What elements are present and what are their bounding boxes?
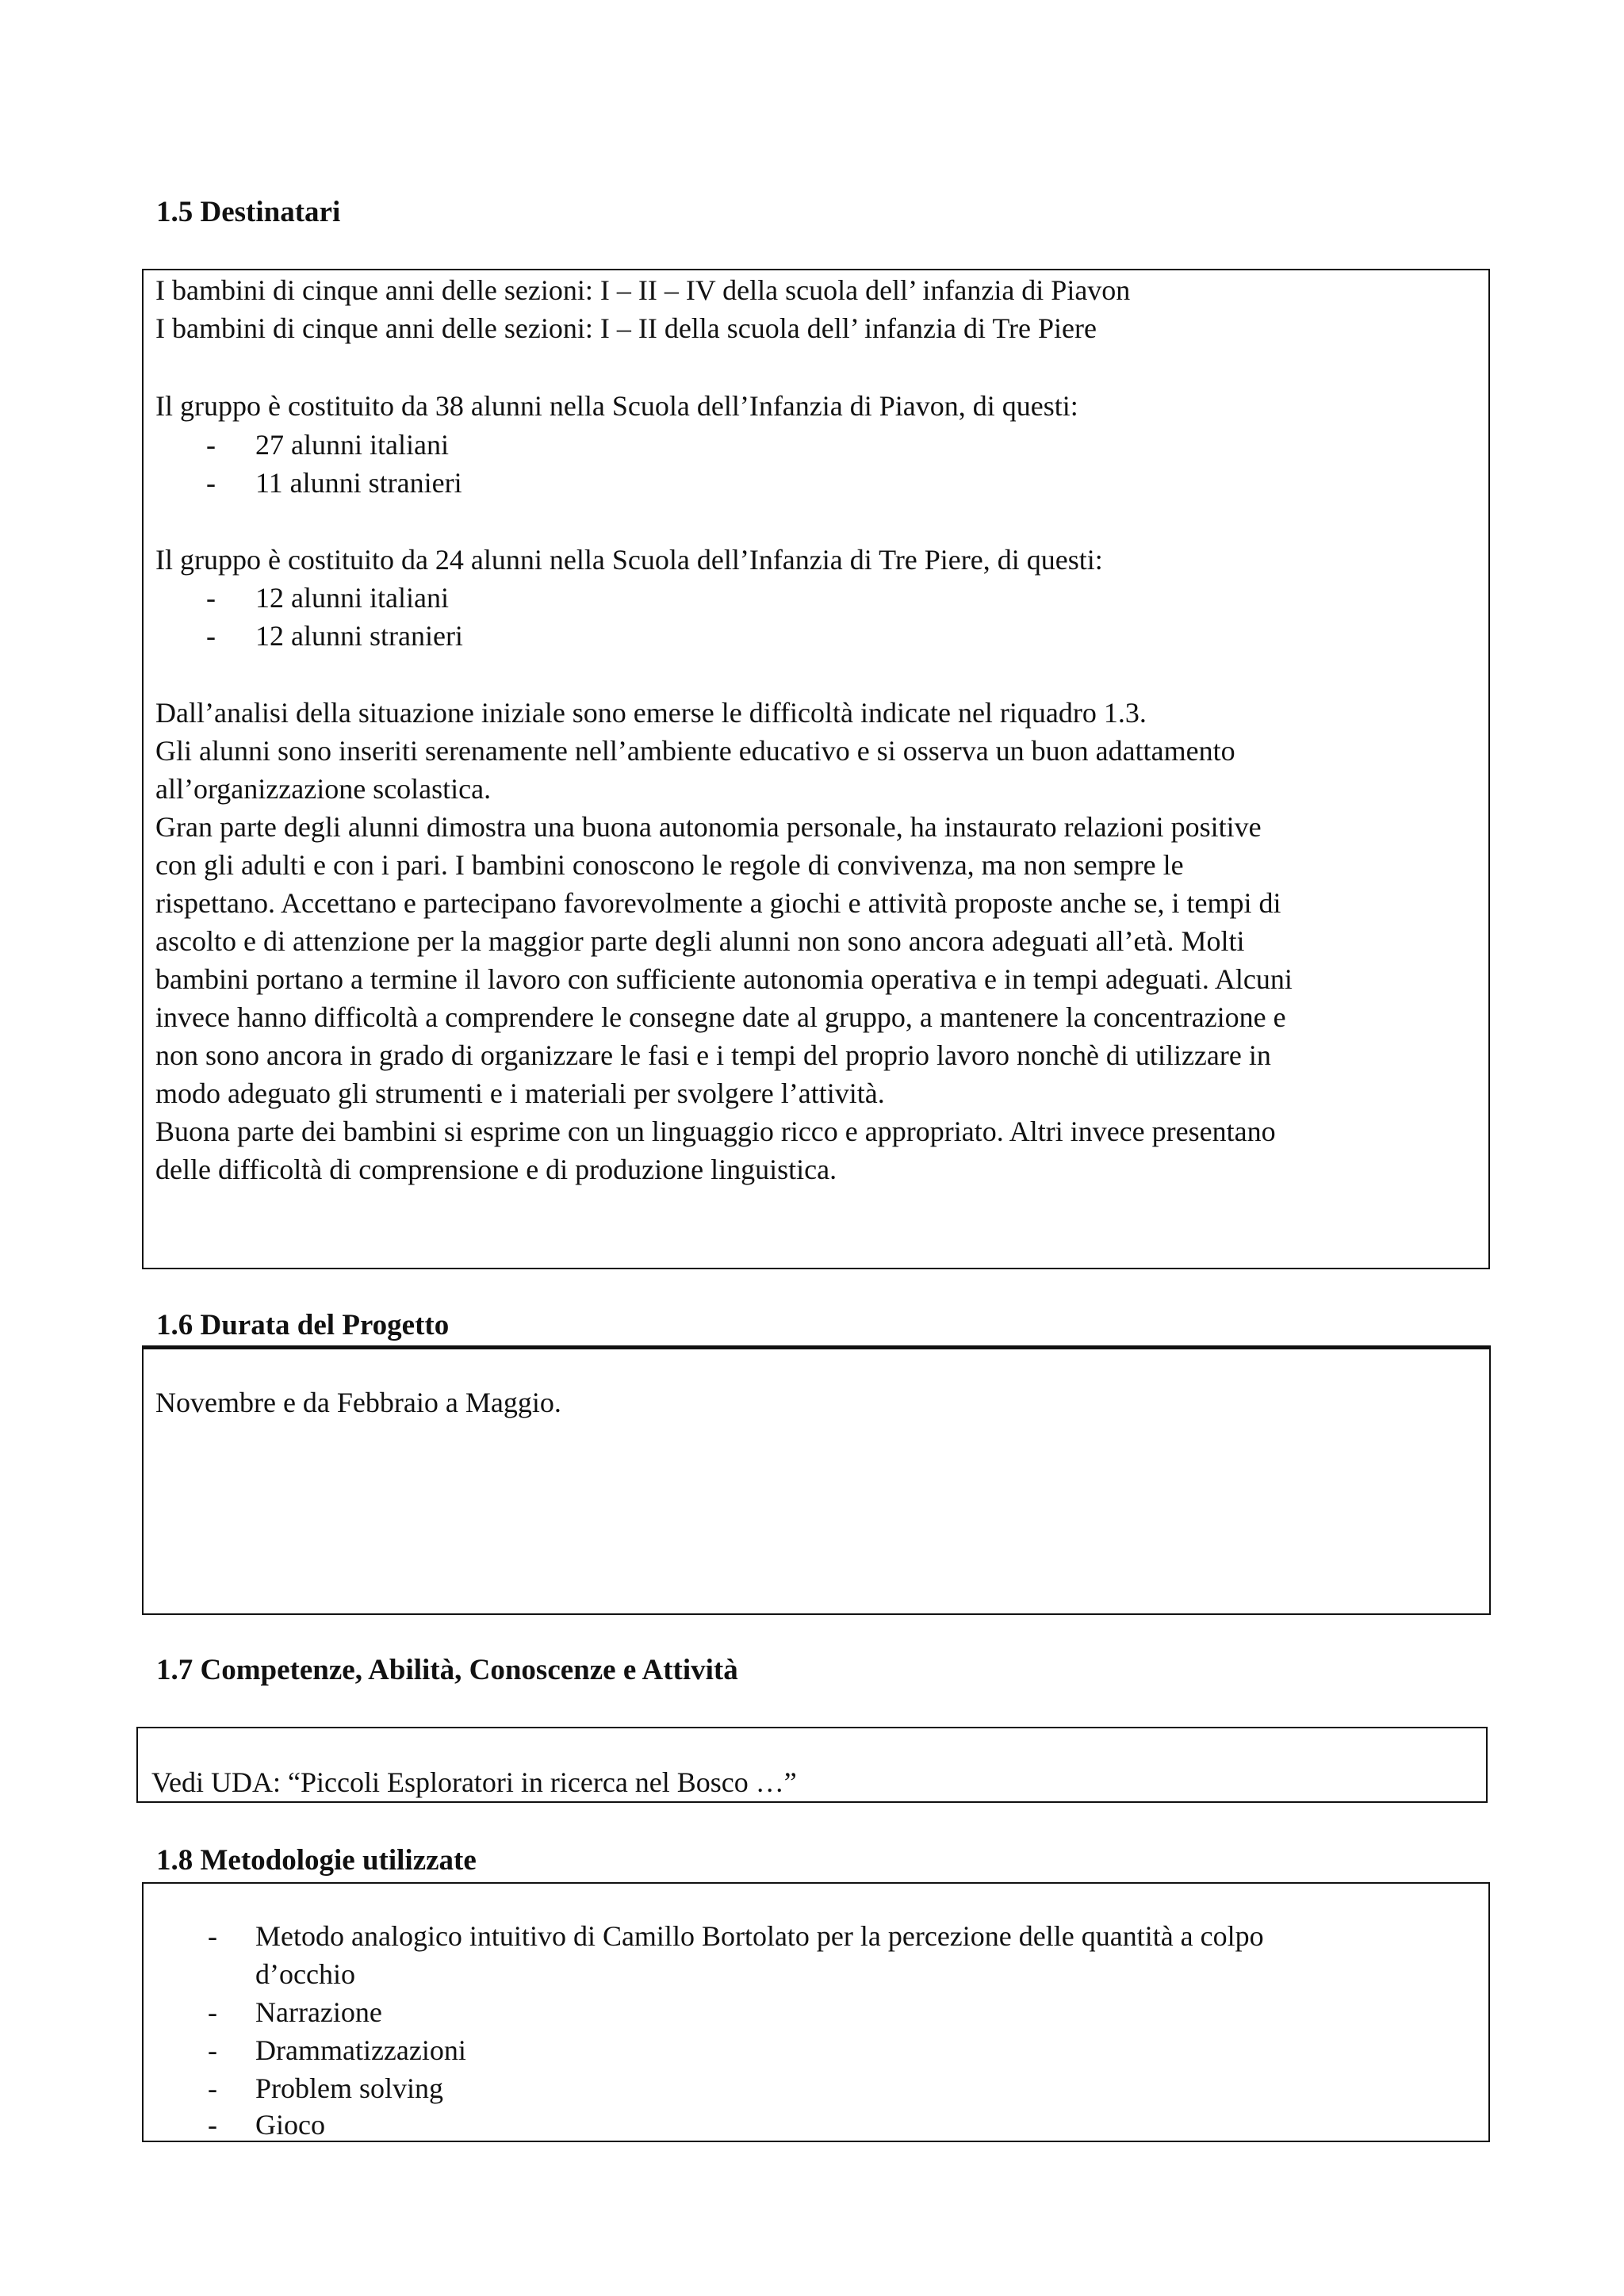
section-1-7-heading: 1.7 Competenze, Abilità, Conoscenze e Attività (156, 1654, 738, 1686)
piavon-foreign-item: 11 alunni stranieri (255, 467, 462, 499)
method-game-item: Gioco (255, 2109, 325, 2141)
list-dash: - (208, 2072, 217, 2104)
section-1-5-heading: 1.5 Destinatari (156, 196, 341, 228)
method-narration-item: Narrazione (255, 1996, 382, 2028)
analysis-line-6: rispettano. Accettano e partecipano favorevolmente a giochi e attività proposte anche se, i tempi di (155, 887, 1281, 919)
list-dash: - (206, 620, 216, 652)
analysis-line-10: non sono ancora in grado di organizzare le fasi e i tempi del proprio lavoro nonchè di utilizzare in (155, 1039, 1271, 1071)
analysis-line-11: modo adeguato gli strumenti e i materiali per svolgere l’attività. (155, 1077, 885, 1109)
list-dash: - (206, 467, 216, 499)
list-dash: - (208, 2109, 217, 2141)
trepiere-foreign-item: 12 alunni stranieri (255, 620, 463, 652)
method-drama-item: Drammatizzazioni (255, 2034, 466, 2066)
piavon-italian-item: 27 alunni italiani (255, 429, 449, 461)
section-1-6-heading: 1.6 Durata del Progetto (156, 1309, 450, 1341)
group-trepiere-line: Il gruppo è costituito da 24 alunni nella Scuola dell’Infanzia di Tre Piere, di questi: (155, 544, 1103, 576)
uda-reference-text: Vedi UDA: “Piccoli Esploratori in ricerca nel Bosco …” (151, 1766, 797, 1798)
list-dash: - (206, 582, 216, 614)
trepiere-italian-item: 12 alunni italiani (255, 582, 449, 614)
list-dash: - (208, 1996, 217, 2028)
group-piavon-line: Il gruppo è costituito da 38 alunni nella Scuola dell’Infanzia di Piavon, di questi: (155, 390, 1078, 422)
analysis-line-5: con gli adulti e con i pari. I bambini conoscono le regole di convivenza, ma non sempre le (155, 849, 1184, 881)
method-analogic-item-continued: d’occhio (255, 1958, 355, 1990)
list-dash: - (208, 1920, 217, 1952)
analysis-line-4: Gran parte degli alunni dimostra una buona autonomia personale, ha instaurato relazioni positive (155, 811, 1262, 843)
analysis-line-9: invece hanno difficoltà a comprendere le consegne date al gruppo, a mantenere la concentrazione e (155, 1001, 1286, 1033)
analysis-line-2: Gli alunni sono inseriti serenamente nell’ambiente educativo e si osserva un buon adattamento (155, 735, 1235, 767)
list-dash: - (206, 429, 216, 461)
section-1-8-heading: 1.8 Metodologie utilizzate (156, 1844, 477, 1877)
analysis-line-12: Buona parte dei bambini si esprime con un linguaggio ricco e appropriato. Altri invece presentano (155, 1115, 1276, 1147)
analysis-line-8: bambini portano a termine il lavoro con sufficiente autonomia operativa e in tempi adeguati. Alcuni (155, 963, 1293, 995)
duration-text: Novembre e da Febbraio a Maggio. (155, 1387, 561, 1418)
method-analogic-item: Metodo analogico intuitivo di Camillo Bortolato per la percezione delle quantità a colpo (255, 1920, 1264, 1952)
list-dash: - (208, 2034, 217, 2066)
analysis-line-1: Dall’analisi della situazione iniziale sono emerse le difficoltà indicate nel riquadro 1.3. (155, 697, 1147, 729)
recipients-line-2: I bambini di cinque anni delle sezioni: I – II della scuola dell’ infanzia di Tre Piere (155, 312, 1097, 344)
analysis-line-13: delle difficoltà di comprensione e di produzione linguistica. (155, 1154, 837, 1185)
method-problem-solving-item: Problem solving (255, 2072, 444, 2104)
analysis-line-3: all’organizzazione scolastica. (155, 773, 492, 805)
recipients-line-1: I bambini di cinque anni delle sezioni: I – II – IV della scuola dell’ infanzia di Piavon (155, 274, 1131, 306)
analysis-line-7: ascolto e di attenzione per la maggior parte degli alunni non sono ancora adeguati all’età. Molti (155, 925, 1245, 957)
